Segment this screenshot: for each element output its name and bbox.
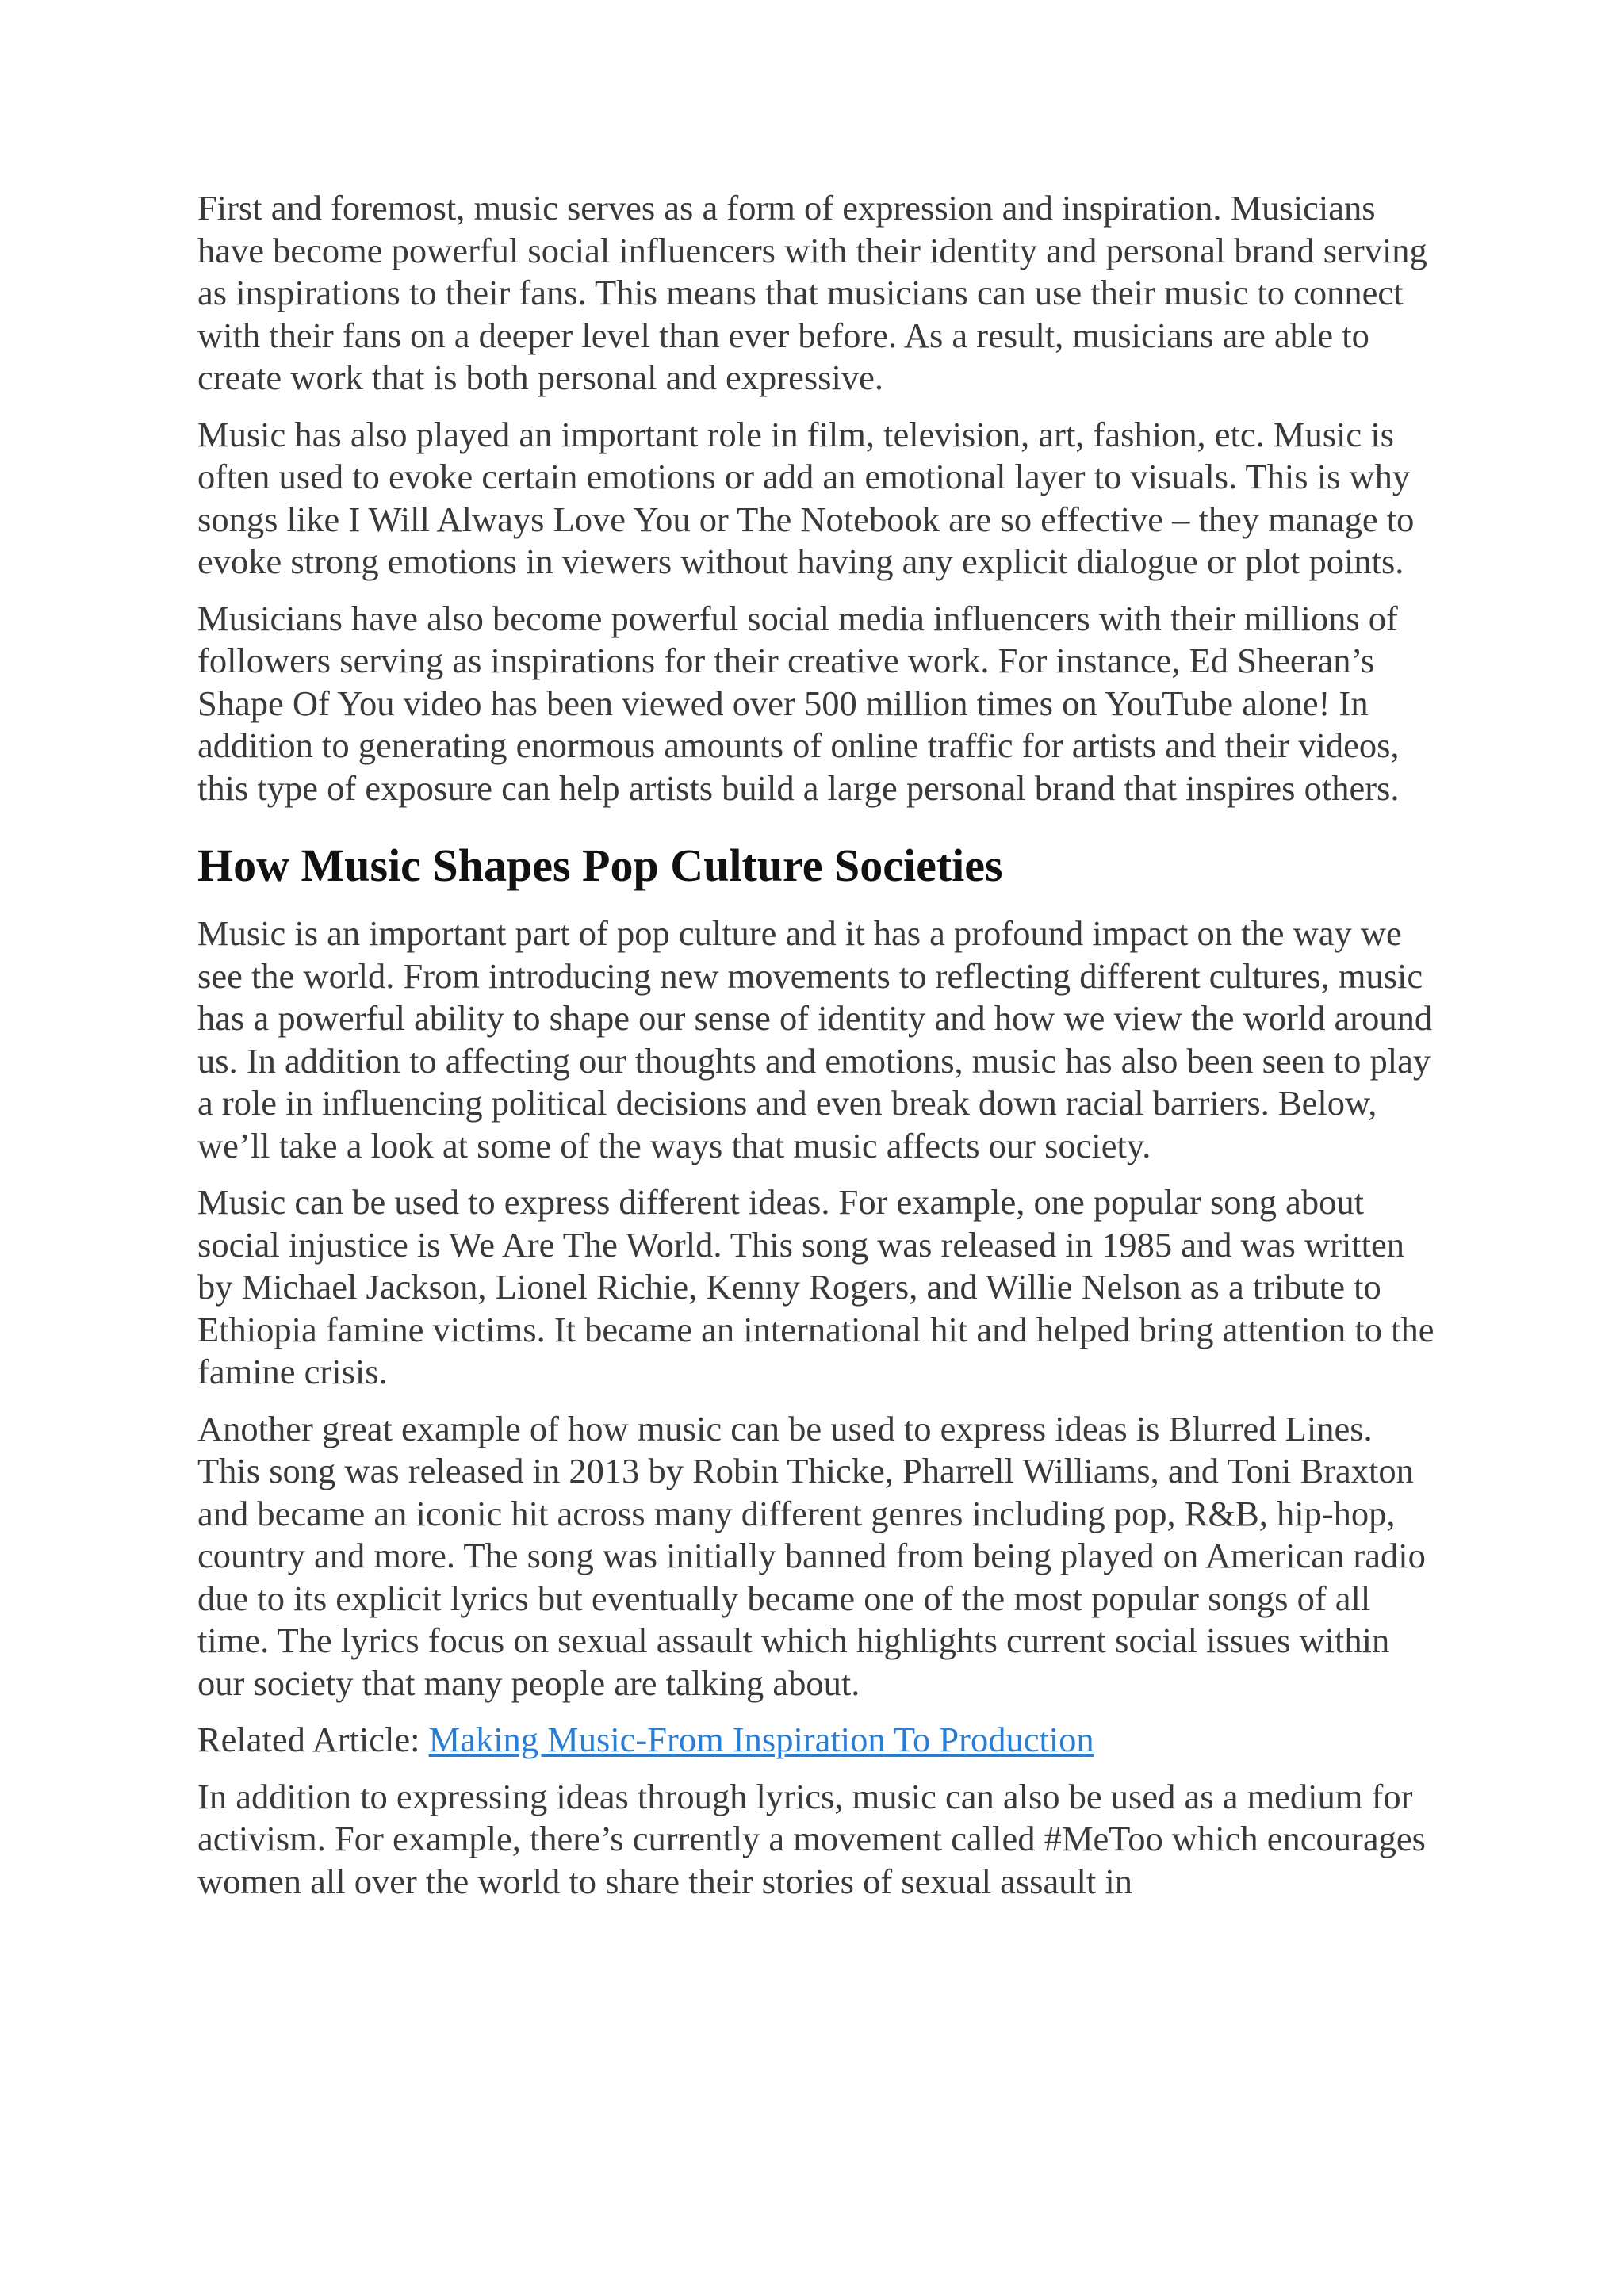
paragraph-pop-culture: Music is an important part of pop culture and it has a profound impact on the way we see the world. From introducing new movements to reflecting different cultures, music has a powerful ability to shape our sense of identity and how we view the world around us. In addition to affecting our thoughts and emotions, music has also been seen to play a role in influencing political decisions and even break down racial barriers. Below, we’ll take a look at some of the ways that music affects our society. (197, 913, 1433, 1165)
paragraph-blurred-lines: Another great example of how music can be used to express ideas is Blurred Lines. This song was released in 2013 by Robin Thicke, Pharrell Williams, and Toni Braxton and became an iconic hit across many different genres including pop, R&B, hip-hop, country and more. The song was initially banned from being played on American radio due to its explicit lyrics but eventually became one of the most popular songs of all time. The lyrics focus on sexual assault which highlights current social issues within our society that many people are talking about. (197, 1408, 1426, 1703)
document-page (197, 187, 1442, 1917)
section-heading: How Music Shapes Pop Culture Societies (197, 840, 1003, 891)
paragraph-activism: In addition to expressing ideas through lyrics, music can also be used as a medium for activism. For example, there’s currently a movement called #MeToo which encourages women all over the world to share their stories of sexual assault in (197, 1776, 1426, 1901)
related-article-prefix: Related Article: (197, 1720, 429, 1759)
related-article-link[interactable]: Making Music-From Inspiration To Production (428, 1720, 1094, 1759)
paragraph-film-television: Music has also played an important role in film, television, art, fashion, etc. Music is often used to evoke certain emotions or add an emotional layer to visuals. This is why songs like I Will Always Love You or The Notebook are so effective – they manage to evoke strong emotions in viewers without having any explicit dialogue or plot points. (197, 414, 1415, 581)
paragraph-social-media: Musicians have also become powerful social media influencers with their millions of followers serving as inspirations for their creative work. For instance, Ed Sheeran’s Shape Of You video has been viewed over 500 million times on YouTube alone! In addition to generating enormous amounts of online traffic for artists and their videos, this type of exposure can help artists build a large personal brand that inspires others. (197, 598, 1400, 808)
paragraph-expression: First and foremost, music serves as a form of expression and inspiration. Musicians have become powerful social influencers with their identity and personal brand serving as inspirations to their fans. This means that musicians can use their music to connect with their fans on a deeper level than ever before. As a result, musicians are able to create work that is both personal and expressive. (197, 188, 1427, 397)
related-article (197, 1719, 1442, 1762)
paragraph-we-are-the-world: Music can be used to express different ideas. For example, one popular song about social injustice is We Are The World. This song was released in 1985 and was written by Michael Jackson, Lionel Richie, Kenny Rogers, and Willie Nelson as a tribute to Ethiopia famine victims. It became an international hit and helped bring attention to the famine crisis. (197, 1182, 1434, 1391)
